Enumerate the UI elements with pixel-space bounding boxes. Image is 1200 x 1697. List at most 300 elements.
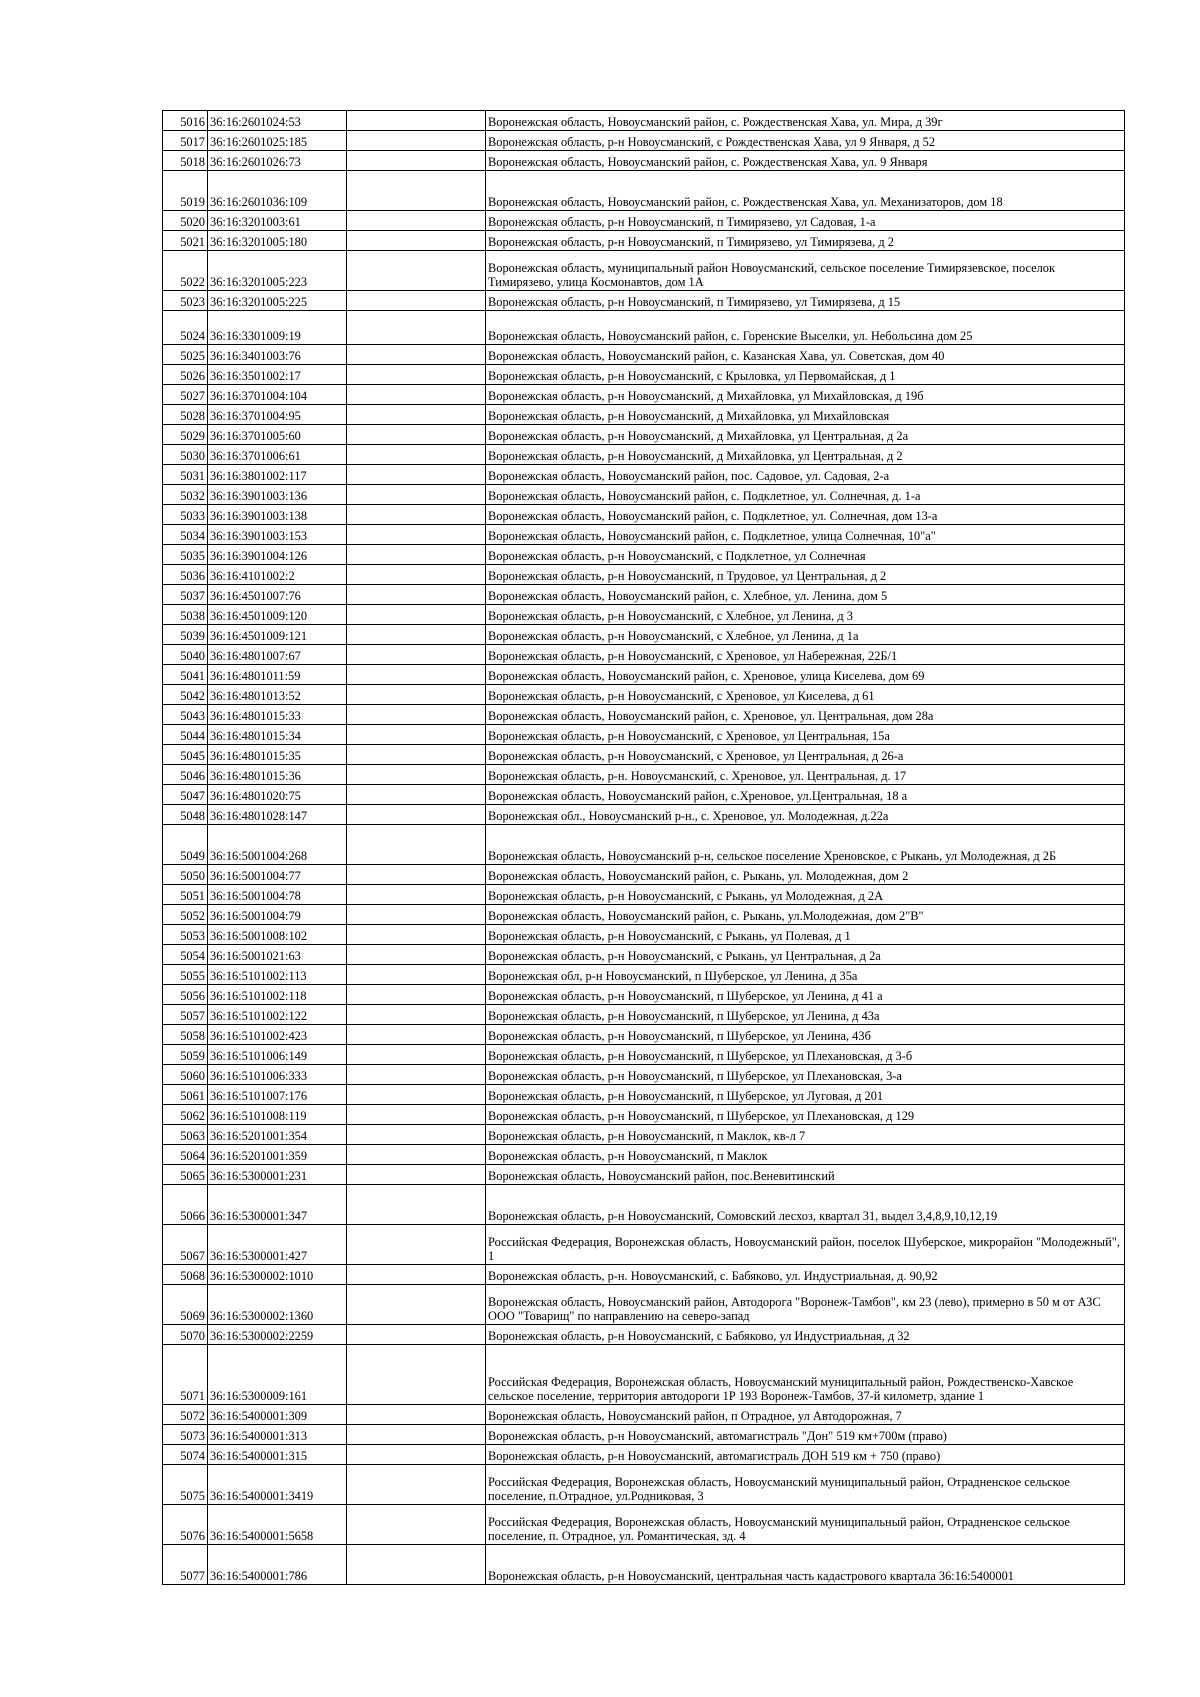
cadastral-number-cell: 36:16:2601026:73 xyxy=(208,151,347,171)
empty-cell xyxy=(347,365,486,385)
cadastral-number-cell: 36:16:4801015:34 xyxy=(208,725,347,745)
cadastral-number-cell: 36:16:4801015:33 xyxy=(208,705,347,725)
address-cell: Воронежская область, Новоусманский район, п Отрадное, ул Автодорожная, 7 xyxy=(486,1405,1125,1425)
cadastral-number-cell: 36:16:4501009:121 xyxy=(208,625,347,645)
cadastral-number-cell: 36:16:3201005:180 xyxy=(208,231,347,251)
address-cell: Воронежская область, р-н Новоусманский, Сомовский лесхоз, квартал 31, выдел 3,4,8,9,10,12,19 xyxy=(486,1185,1125,1225)
address-cell: Воронежская область, р-н Новоусманский, автомагистраль "Дон" 519 км+700м (право) xyxy=(486,1425,1125,1445)
row-number-cell: 5047 xyxy=(163,785,208,805)
row-number-cell: 5057 xyxy=(163,1005,208,1025)
empty-cell xyxy=(347,1065,486,1085)
address-cell: Воронежская область, р-н Новоусманский, п Шуберское, ул Плехановская, д 3-б xyxy=(486,1045,1125,1065)
empty-cell xyxy=(347,1465,486,1505)
address-cell: Воронежская область, р-н Новоусманский, п Шуберское, ул Ленина, 43б xyxy=(486,1025,1125,1045)
empty-cell xyxy=(347,685,486,705)
empty-cell xyxy=(347,1165,486,1185)
cadastral-number-cell: 36:16:4801028:147 xyxy=(208,805,347,825)
table-row xyxy=(163,1505,1125,1545)
address-cell: Воронежская область, р-н Новоусманский, с Рыкань, ул Центральная, д 2а xyxy=(486,945,1125,965)
address-cell: Воронежская область, р-н Новоусманский, с Бабяково, ул Индустриальная, д 32 xyxy=(486,1325,1125,1345)
row-number-cell: 5042 xyxy=(163,685,208,705)
cadastral-number-cell: 36:16:5101006:149 xyxy=(208,1045,347,1065)
cadastral-number-cell: 36:16:5400001:5658 xyxy=(208,1505,347,1545)
table-row xyxy=(163,1545,1125,1585)
table-row xyxy=(163,365,1125,385)
address-cell: Воронежская область, муниципальный район Новоусманский, сельское поселение Тимирязевское, поселок Тимирязево, улица Космонавтов, дом 1А xyxy=(486,251,1125,291)
cadastral-number-cell: 36:16:5300002:1010 xyxy=(208,1265,347,1285)
cadastral-number-cell: 36:16:5001004:268 xyxy=(208,825,347,865)
table-row xyxy=(163,925,1125,945)
address-cell: Российская Федерация, Воронежская область, Новоусманский район, поселок Шуберское, микрорайон "Молодежный", 1 xyxy=(486,1225,1125,1265)
cadastral-number-cell: 36:16:4801020:75 xyxy=(208,785,347,805)
address-cell: Воронежская область, р-н Новоусманский, д Михайловка, ул Михайловская xyxy=(486,405,1125,425)
address-cell: Воронежская область, р-н Новоусманский, п Маклок xyxy=(486,1145,1125,1165)
address-cell: Воронежская область, Новоусманский район, с. Подклетное, улица Солнечная, 10"а" xyxy=(486,525,1125,545)
empty-cell xyxy=(347,525,486,545)
address-cell: Воронежская область, р-н Новоусманский, с Хреновое, ул Центральная, д 26-а xyxy=(486,745,1125,765)
table-row xyxy=(163,965,1125,985)
row-number-cell: 5031 xyxy=(163,465,208,485)
cadastral-number-cell: 36:16:5300002:2259 xyxy=(208,1325,347,1345)
cadastral-number-cell: 36:16:2601024:53 xyxy=(208,111,347,131)
table-row xyxy=(163,685,1125,705)
table-row xyxy=(163,565,1125,585)
row-number-cell: 5018 xyxy=(163,151,208,171)
table-row xyxy=(163,405,1125,425)
cadastral-number-cell: 36:16:5300001:231 xyxy=(208,1165,347,1185)
table-row xyxy=(163,665,1125,685)
row-number-cell: 5063 xyxy=(163,1125,208,1145)
address-cell: Воронежская область, р-н Новоусманский, п Тимирязево, ул Тимирязева, д 15 xyxy=(486,291,1125,311)
empty-cell xyxy=(347,171,486,211)
empty-cell xyxy=(347,1505,486,1545)
row-number-cell: 5076 xyxy=(163,1505,208,1545)
row-number-cell: 5075 xyxy=(163,1465,208,1505)
empty-cell xyxy=(347,805,486,825)
empty-cell xyxy=(347,785,486,805)
empty-cell xyxy=(347,1405,486,1425)
row-number-cell: 5069 xyxy=(163,1285,208,1325)
address-cell: Воронежская область, Новоусманский район, с. Подклетное, ул. Солнечная, д. 1-а xyxy=(486,485,1125,505)
table-row xyxy=(163,1185,1125,1225)
empty-cell xyxy=(347,405,486,425)
row-number-cell: 5028 xyxy=(163,405,208,425)
row-number-cell: 5027 xyxy=(163,385,208,405)
cadastral-number-cell: 36:16:5101002:118 xyxy=(208,985,347,1005)
table-row xyxy=(163,1465,1125,1505)
row-number-cell: 5019 xyxy=(163,171,208,211)
cadastral-number-cell: 36:16:5400001:3419 xyxy=(208,1465,347,1505)
table-row xyxy=(163,231,1125,251)
cadastral-number-cell: 36:16:4801011:59 xyxy=(208,665,347,685)
table-row xyxy=(163,345,1125,365)
row-number-cell: 5052 xyxy=(163,905,208,925)
table-row xyxy=(163,1165,1125,1185)
table-row xyxy=(163,385,1125,405)
table-row xyxy=(163,705,1125,725)
address-cell: Воронежская область, р-н Новоусманский, с Рыкань, ул Полевая, д 1 xyxy=(486,925,1125,945)
address-cell: Воронежская область, р-н Новоусманский, с Подклетное, ул Солнечная xyxy=(486,545,1125,565)
cadastral-number-cell: 36:16:3501002:17 xyxy=(208,365,347,385)
address-cell: Воронежская обл., Новоусманский р-н., с. Хреновое, ул. Молодежная, д.22а xyxy=(486,805,1125,825)
cadastral-number-cell: 36:16:5101002:423 xyxy=(208,1025,347,1045)
address-cell: Воронежская область, р-н Новоусманский, п Шуберское, ул Плехановская, 3-а xyxy=(486,1065,1125,1085)
address-cell: Воронежская область, р-н Новоусманский, п Трудовое, ул Центральная, д 2 xyxy=(486,565,1125,585)
cadastral-number-cell: 36:16:3401003:76 xyxy=(208,345,347,365)
table-row xyxy=(163,825,1125,865)
row-number-cell: 5030 xyxy=(163,445,208,465)
cadastral-number-cell: 36:16:3201003:61 xyxy=(208,211,347,231)
cadastral-number-cell: 36:16:5101002:122 xyxy=(208,1005,347,1025)
table-row xyxy=(163,1065,1125,1085)
table-row xyxy=(163,1025,1125,1045)
row-number-cell: 5072 xyxy=(163,1405,208,1425)
address-cell: Воронежская обл, р-н Новоусманский, п Шуберское, ул Ленина, д 35а xyxy=(486,965,1125,985)
address-cell: Воронежская область, р-н Новоусманский, с Хреновое, ул Киселева, д 61 xyxy=(486,685,1125,705)
address-cell: Воронежская область, Новоусманский район, с. Казанская Хава, ул. Советская, дом 40 xyxy=(486,345,1125,365)
address-cell: Воронежская область, р-н Новоусманский, п Тимирязево, ул Тимирязева, д 2 xyxy=(486,231,1125,251)
row-number-cell: 5050 xyxy=(163,865,208,885)
address-cell: Воронежская область, Новоусманский район, с.Хреновое, ул.Центральная, 18 а xyxy=(486,785,1125,805)
address-cell: Воронежская область, р-н Новоусманский, п Маклок, кв-л 7 xyxy=(486,1125,1125,1145)
cadastral-number-cell: 36:16:5001004:79 xyxy=(208,905,347,925)
empty-cell xyxy=(347,705,486,725)
table-row xyxy=(163,1265,1125,1285)
table-row xyxy=(163,545,1125,565)
row-number-cell: 5024 xyxy=(163,311,208,345)
empty-cell xyxy=(347,485,486,505)
empty-cell xyxy=(347,985,486,1005)
table-row xyxy=(163,1325,1125,1345)
empty-cell xyxy=(347,565,486,585)
empty-cell xyxy=(347,1445,486,1465)
table-row xyxy=(163,151,1125,171)
table-row xyxy=(163,805,1125,825)
empty-cell xyxy=(347,945,486,965)
row-number-cell: 5065 xyxy=(163,1165,208,1185)
cadastral-number-cell: 36:16:3701004:104 xyxy=(208,385,347,405)
row-number-cell: 5049 xyxy=(163,825,208,865)
cadastral-number-cell: 36:16:5101007:176 xyxy=(208,1085,347,1105)
address-cell: Воронежская область, р-н Новоусманский, автомагистраль ДОН 519 км + 750 (право) xyxy=(486,1445,1125,1465)
cadastral-number-cell: 36:16:3901004:126 xyxy=(208,545,347,565)
address-cell: Воронежская область, р-н Новоусманский, д Михайловка, ул Михайловская, д 19б xyxy=(486,385,1125,405)
empty-cell xyxy=(347,111,486,131)
table-row xyxy=(163,1105,1125,1125)
address-cell: Воронежская область, р-н Новоусманский, д Михайловка, ул Центральная, д 2а xyxy=(486,425,1125,445)
empty-cell xyxy=(347,885,486,905)
address-cell: Воронежская область, р-н Новоусманский, п Тимирязево, ул Садовая, 1-а xyxy=(486,211,1125,231)
cadastral-number-cell: 36:16:4501009:120 xyxy=(208,605,347,625)
cadastral-number-cell: 36:16:5400001:315 xyxy=(208,1445,347,1465)
row-number-cell: 5043 xyxy=(163,705,208,725)
table-row xyxy=(163,785,1125,805)
row-number-cell: 5017 xyxy=(163,131,208,151)
row-number-cell: 5035 xyxy=(163,545,208,565)
address-cell: Воронежская область, Новоусманский район, с. Рыкань, ул.Молодежная, дом 2"В" xyxy=(486,905,1125,925)
row-number-cell: 5020 xyxy=(163,211,208,231)
empty-cell xyxy=(347,1085,486,1105)
cadastral-number-cell: 36:16:5300001:347 xyxy=(208,1185,347,1225)
table-row xyxy=(163,1045,1125,1065)
empty-cell xyxy=(347,1225,486,1265)
table-row xyxy=(163,1405,1125,1425)
empty-cell xyxy=(347,345,486,365)
address-cell: Воронежская область, р-н Новоусманский, п Шуберское, ул Ленина, д 43а xyxy=(486,1005,1125,1025)
row-number-cell: 5040 xyxy=(163,645,208,665)
cadastral-number-cell: 36:16:5001004:77 xyxy=(208,865,347,885)
cadastral-number-cell: 36:16:5101002:113 xyxy=(208,965,347,985)
row-number-cell: 5023 xyxy=(163,291,208,311)
cadastral-number-cell: 36:16:4801015:35 xyxy=(208,745,347,765)
empty-cell xyxy=(347,1025,486,1045)
address-cell: Воронежская область, Новоусманский район, с. Рождественская Хава, ул. Механизаторов, дом 18 xyxy=(486,171,1125,211)
table-row xyxy=(163,211,1125,231)
cadastral-number-cell: 36:16:5101008:119 xyxy=(208,1105,347,1125)
address-cell: Воронежская область, р-н Новоусманский, центральная часть кадастрового квартала 36:16:5400001 xyxy=(486,1545,1125,1585)
row-number-cell: 5045 xyxy=(163,745,208,765)
empty-cell xyxy=(347,745,486,765)
cadastral-number-cell: 36:16:3201005:223 xyxy=(208,251,347,291)
address-cell: Воронежская область, р-н Новоусманский, с Хреновое, ул Центральная, 15а xyxy=(486,725,1125,745)
empty-cell xyxy=(347,725,486,745)
row-number-cell: 5041 xyxy=(163,665,208,685)
table-row xyxy=(163,465,1125,485)
empty-cell xyxy=(347,1105,486,1125)
empty-cell xyxy=(347,151,486,171)
table-row xyxy=(163,111,1125,131)
row-number-cell: 5074 xyxy=(163,1445,208,1465)
empty-cell xyxy=(347,1425,486,1445)
row-number-cell: 5071 xyxy=(163,1345,208,1405)
row-number-cell: 5067 xyxy=(163,1225,208,1265)
cadastral-number-cell: 36:16:5400001:786 xyxy=(208,1545,347,1585)
address-cell: Воронежская область, р-н Новоусманский, п Шуберское, ул Ленина, д 41 а xyxy=(486,985,1125,1005)
empty-cell xyxy=(347,1145,486,1165)
cadastral-number-cell: 36:16:3901003:153 xyxy=(208,525,347,545)
table-row xyxy=(163,525,1125,545)
empty-cell xyxy=(347,211,486,231)
address-cell: Воронежская область, р-н Новоусманский, п Шуберское, ул Плехановская, д 129 xyxy=(486,1105,1125,1125)
table-row xyxy=(163,945,1125,965)
address-cell: Воронежская область, Новоусманский район, Автодорога "Воронеж-Тамбов", км 23 (лево), примерно в 50 м от АЗС ООО "Товарищ" по направлению на северо-запад xyxy=(486,1285,1125,1325)
table-row xyxy=(163,645,1125,665)
row-number-cell: 5059 xyxy=(163,1045,208,1065)
cadastral-number-cell: 36:16:4801015:36 xyxy=(208,765,347,785)
empty-cell xyxy=(347,825,486,865)
row-number-cell: 5061 xyxy=(163,1085,208,1105)
empty-cell xyxy=(347,505,486,525)
empty-cell xyxy=(347,665,486,685)
empty-cell xyxy=(347,905,486,925)
row-number-cell: 5051 xyxy=(163,885,208,905)
row-number-cell: 5026 xyxy=(163,365,208,385)
table-row xyxy=(163,1005,1125,1025)
address-cell: Воронежская область, р-н Новоусманский, п Шуберское, ул Луговая, д 201 xyxy=(486,1085,1125,1105)
row-number-cell: 5032 xyxy=(163,485,208,505)
row-number-cell: 5068 xyxy=(163,1265,208,1285)
table-row xyxy=(163,1445,1125,1465)
address-cell: Воронежская область, Новоусманский район, пос.Веневитинский xyxy=(486,1165,1125,1185)
cadastral-number-cell: 36:16:2601036:109 xyxy=(208,171,347,211)
address-cell: Воронежская область, р-н Новоусманский, с Хлебное, ул Ленина, д 3 xyxy=(486,605,1125,625)
cadastral-number-cell: 36:16:5001008:102 xyxy=(208,925,347,945)
address-cell: Российская Федерация, Воронежская область, Новоусманский муниципальный район, Отрадненское сельское поселение, п.Отрадное, ул.Родниковая, 3 xyxy=(486,1465,1125,1505)
address-cell: Воронежская область, р-н Новоусманский, с Рождественская Хава, ул 9 Января, д 52 xyxy=(486,131,1125,151)
row-number-cell: 5038 xyxy=(163,605,208,625)
cadastral-number-cell: 36:16:5001004:78 xyxy=(208,885,347,905)
address-cell: Воронежская область, р-н Новоусманский, с Хлебное, ул Ленина, д 1а xyxy=(486,625,1125,645)
row-number-cell: 5077 xyxy=(163,1545,208,1585)
empty-cell xyxy=(347,865,486,885)
cadastral-number-cell: 36:16:3701005:60 xyxy=(208,425,347,445)
address-cell: Воронежская область, р-н. Новоусманский, с. Хреновое, ул. Центральная, д. 17 xyxy=(486,765,1125,785)
address-cell: Российская Федерация, Воронежская область, Новоусманский муниципальный район, Отрадненское сельское поселение, п. Отрадное, ул. Романтическая, зд. 4 xyxy=(486,1505,1125,1545)
row-number-cell: 5066 xyxy=(163,1185,208,1225)
registry-table xyxy=(162,110,1125,1585)
empty-cell xyxy=(347,425,486,445)
table-row xyxy=(163,445,1125,465)
row-number-cell: 5039 xyxy=(163,625,208,645)
empty-cell xyxy=(347,1325,486,1345)
table-row xyxy=(163,171,1125,211)
empty-cell xyxy=(347,1045,486,1065)
table-row xyxy=(163,905,1125,925)
row-number-cell: 5058 xyxy=(163,1025,208,1045)
row-number-cell: 5073 xyxy=(163,1425,208,1445)
cadastral-number-cell: 36:16:4501007:76 xyxy=(208,585,347,605)
empty-cell xyxy=(347,1005,486,1025)
table-row xyxy=(163,311,1125,345)
address-cell: Воронежская область, Новоусманский район, с. Подклетное, ул. Солнечная, дом 13-а xyxy=(486,505,1125,525)
address-cell: Воронежская область, р-н Новоусманский, с Рыкань, ул Молодежная, д 2А xyxy=(486,885,1125,905)
cadastral-number-cell: 36:16:3301009:19 xyxy=(208,311,347,345)
address-cell: Воронежская область, р-н Новоусманский, д Михайловка, ул Центральная, д 2 xyxy=(486,445,1125,465)
empty-cell xyxy=(347,625,486,645)
row-number-cell: 5064 xyxy=(163,1145,208,1165)
cadastral-number-cell: 36:16:3701004:95 xyxy=(208,405,347,425)
address-cell: Российская Федерация, Воронежская область, Новоусманский муниципальный район, Рождественско-Хавское сельское поселение, территория автодороги 1Р 193 Воронеж-Тамбов, 37-й километр, здание 1 xyxy=(486,1345,1125,1405)
address-cell: Воронежская область, р-н. Новоусманский, с. Бабяково, ул. Индустриальная, д. 90,92 xyxy=(486,1265,1125,1285)
row-number-cell: 5036 xyxy=(163,565,208,585)
cadastral-number-cell: 36:16:5300002:1360 xyxy=(208,1285,347,1325)
empty-cell xyxy=(347,131,486,151)
table-row xyxy=(163,585,1125,605)
empty-cell xyxy=(347,465,486,485)
empty-cell xyxy=(347,445,486,465)
address-cell: Воронежская область, Новоусманский район, с. Горенские Выселки, ул. Небольсина дом 25 xyxy=(486,311,1125,345)
table-row xyxy=(163,1285,1125,1325)
table-row xyxy=(163,985,1125,1005)
address-cell: Воронежская область, Новоусманский район, с. Хреновое, улица Киселева, дом 69 xyxy=(486,665,1125,685)
table-row xyxy=(163,505,1125,525)
table-row xyxy=(163,605,1125,625)
empty-cell xyxy=(347,1545,486,1585)
table-row xyxy=(163,485,1125,505)
cadastral-number-cell: 36:16:5300001:427 xyxy=(208,1225,347,1265)
address-cell: Воронежская область, р-н Новоусманский, с Хреновое, ул Набережная, 22Б/1 xyxy=(486,645,1125,665)
address-cell: Воронежская область, Новоусманский р-н, сельское поселение Хреновское, с Рыкань, ул Молодежная, д 2Б xyxy=(486,825,1125,865)
address-cell: Воронежская область, Новоусманский район, с. Рыкань, ул. Молодежная, дом 2 xyxy=(486,865,1125,885)
empty-cell xyxy=(347,965,486,985)
empty-cell xyxy=(347,925,486,945)
row-number-cell: 5021 xyxy=(163,231,208,251)
row-number-cell: 5016 xyxy=(163,111,208,131)
table-row xyxy=(163,291,1125,311)
table-row xyxy=(163,251,1125,291)
address-cell: Воронежская область, Новоусманский район, пос. Садовое, ул. Садовая, 2-а xyxy=(486,465,1125,485)
empty-cell xyxy=(347,311,486,345)
cadastral-number-cell: 36:16:5400001:313 xyxy=(208,1425,347,1445)
row-number-cell: 5029 xyxy=(163,425,208,445)
table-row xyxy=(163,865,1125,885)
table-row xyxy=(163,1145,1125,1165)
cadastral-number-cell: 36:16:3701006:61 xyxy=(208,445,347,465)
row-number-cell: 5056 xyxy=(163,985,208,1005)
empty-cell xyxy=(347,385,486,405)
table-row xyxy=(163,1125,1125,1145)
table-row xyxy=(163,625,1125,645)
row-number-cell: 5046 xyxy=(163,765,208,785)
table-row xyxy=(163,765,1125,785)
empty-cell xyxy=(347,291,486,311)
cadastral-number-cell: 36:16:5201001:354 xyxy=(208,1125,347,1145)
address-cell: Воронежская область, Новоусманский район, с. Рождественская Хава, ул. 9 Января xyxy=(486,151,1125,171)
address-cell: Воронежская область, Новоусманский район, с. Рождественская Хава, ул. Мира, д 39г xyxy=(486,111,1125,131)
address-cell: Воронежская область, р-н Новоусманский, с Крыловка, ул Первомайская, д 1 xyxy=(486,365,1125,385)
address-cell: Воронежская область, Новоусманский район, с. Хреновое, ул. Центральная, дом 28а xyxy=(486,705,1125,725)
empty-cell xyxy=(347,1345,486,1405)
cadastral-number-cell: 36:16:3901003:136 xyxy=(208,485,347,505)
cadastral-number-cell: 36:16:4101002:2 xyxy=(208,565,347,585)
row-number-cell: 5054 xyxy=(163,945,208,965)
row-number-cell: 5062 xyxy=(163,1105,208,1125)
empty-cell xyxy=(347,585,486,605)
empty-cell xyxy=(347,231,486,251)
table-row xyxy=(163,1425,1125,1445)
table-row xyxy=(163,1085,1125,1105)
cadastral-number-cell: 36:16:2601025:185 xyxy=(208,131,347,151)
table-row xyxy=(163,885,1125,905)
registry-table-body xyxy=(163,111,1125,1585)
row-number-cell: 5034 xyxy=(163,525,208,545)
row-number-cell: 5048 xyxy=(163,805,208,825)
row-number-cell: 5022 xyxy=(163,251,208,291)
row-number-cell: 5033 xyxy=(163,505,208,525)
table-row xyxy=(163,1225,1125,1265)
cadastral-number-cell: 36:16:5001021:63 xyxy=(208,945,347,965)
cadastral-number-cell: 36:16:5201001:359 xyxy=(208,1145,347,1165)
row-number-cell: 5044 xyxy=(163,725,208,745)
empty-cell xyxy=(347,251,486,291)
row-number-cell: 5070 xyxy=(163,1325,208,1345)
row-number-cell: 5025 xyxy=(163,345,208,365)
row-number-cell: 5053 xyxy=(163,925,208,945)
cadastral-number-cell: 36:16:3901003:138 xyxy=(208,505,347,525)
table-row xyxy=(163,725,1125,745)
cadastral-number-cell: 36:16:4801013:52 xyxy=(208,685,347,705)
empty-cell xyxy=(347,1265,486,1285)
cadastral-number-cell: 36:16:5101006:333 xyxy=(208,1065,347,1085)
cadastral-number-cell: 36:16:5300009:161 xyxy=(208,1345,347,1405)
address-cell: Воронежская область, Новоусманский район, с. Хлебное, ул. Ленина, дом 5 xyxy=(486,585,1125,605)
empty-cell xyxy=(347,545,486,565)
cadastral-number-cell: 36:16:3201005:225 xyxy=(208,291,347,311)
table-row xyxy=(163,1345,1125,1405)
table-row xyxy=(163,131,1125,151)
empty-cell xyxy=(347,1125,486,1145)
cadastral-number-cell: 36:16:4801007:67 xyxy=(208,645,347,665)
